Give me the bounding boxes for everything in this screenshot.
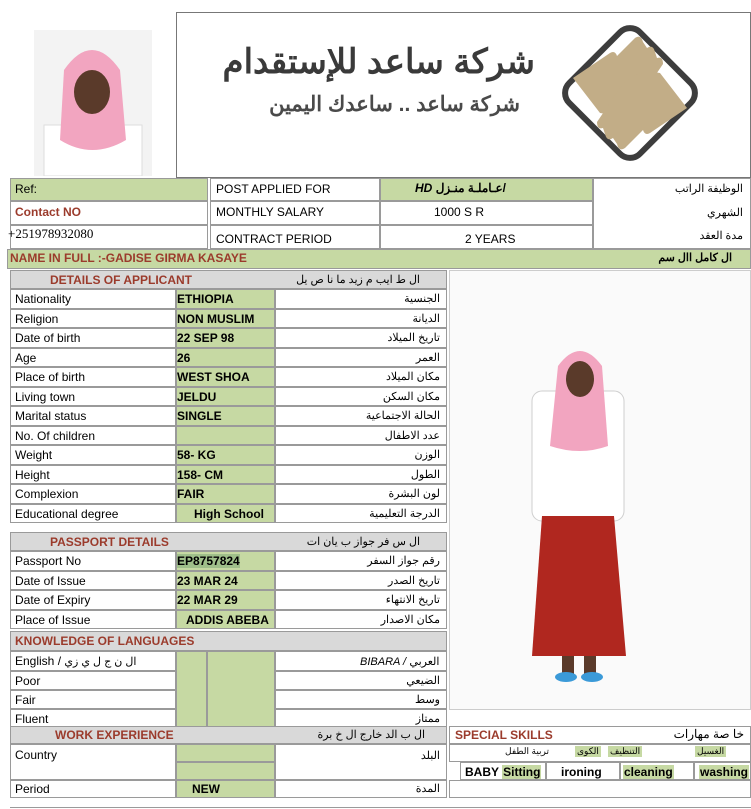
- hands-logo-icon: [555, 18, 705, 168]
- applicant-row-label-ar: مكان السكن: [382, 391, 440, 403]
- ref-label: Ref:: [15, 182, 38, 196]
- applicant-row-value: FAIR: [177, 487, 205, 501]
- applicant-row-value: 26: [177, 351, 191, 365]
- passport-row-value: ADDIS ABEBA: [186, 613, 269, 627]
- applicant-row-value-cell: [176, 426, 275, 445]
- applicant-row-label: Nationality: [15, 292, 72, 306]
- languages-title: KNOWLEDGE OF LANGUAGES: [15, 634, 195, 648]
- passport-row-label-ar: تاريخ الانتهاء: [385, 594, 440, 606]
- applicant-title-ar: ال ط ايب م زيد ما نا ص يل: [296, 274, 420, 286]
- applicant-row-value: 158- CM: [177, 468, 224, 482]
- contact-label: Contact NO: [15, 205, 81, 219]
- applicant-row-label-ar: الطول: [410, 469, 440, 481]
- applicant-row-value: 22 SEP 98: [177, 331, 235, 345]
- lang-row-label: Fair: [15, 693, 36, 707]
- applicant-row-label-ar: تاريخ الميلاد: [387, 332, 440, 344]
- arabic-label: [360, 654, 439, 668]
- applicant-row-label: No. Of children: [15, 429, 96, 443]
- applicant-row-label-ar: الوزن: [414, 449, 440, 461]
- contract-label: CONTRACT PERIOD: [216, 232, 332, 246]
- passport-row-value: 23 MAR 24: [177, 574, 238, 588]
- lang-row-label-ar: وسط: [415, 694, 440, 706]
- english-label-ar: ال ن ج ل ي زي: [64, 656, 137, 668]
- applicant-row-label: Place of birth: [15, 370, 86, 384]
- skill-1: ironing: [561, 765, 602, 779]
- passport-row-value: EP8757824: [177, 554, 240, 568]
- salary-value-cell: [380, 201, 593, 225]
- post-value-ar: عـاملـة منـزل/: [435, 181, 506, 195]
- applicant-row-label: Educational degree: [15, 507, 119, 521]
- company-slogan: شركة ساعد .. ساعدك اليمين: [269, 93, 520, 116]
- passport-row-label: Date of Issue: [15, 574, 86, 588]
- country-value-1: [176, 744, 275, 762]
- applicant-row-label-ar: العمر: [415, 352, 440, 364]
- applicant-row-label-ar: الجنسية: [404, 293, 440, 305]
- salary-value: 1000 S R: [434, 205, 485, 219]
- applicant-row-label: Weight: [15, 448, 53, 462]
- page-bottom-border: [10, 807, 751, 808]
- contract-value: 2 YEARS: [465, 232, 516, 246]
- lang-en-col2: [207, 651, 275, 729]
- full-name: NAME IN FULL :-GADISE GIRMA KASAYE: [10, 251, 247, 265]
- applicant-photo: [34, 30, 152, 176]
- english-label: [15, 654, 136, 668]
- applicant-row-value: SINGLE: [177, 409, 222, 423]
- period-label: Period: [15, 782, 50, 796]
- lang-row-label-ar: الضيعي: [406, 675, 440, 687]
- applicant-row-label-ar: عدد الاطفال: [384, 430, 440, 442]
- applicant-row-label-ar: الديانة: [412, 313, 440, 325]
- work-title-ar: ال ب الد خارج ال خ برة: [317, 729, 425, 741]
- passport-row-label: Passport No: [15, 554, 82, 568]
- applicant-row-label-ar: الدرجة التعليمية: [369, 508, 440, 520]
- skill-ar-2: التنظيف: [610, 746, 641, 756]
- passport-row-label: Date of Expiry: [15, 593, 91, 607]
- applicant-row-value: ETHIOPIA: [177, 292, 234, 306]
- applicant-row-label-ar: مكان الميلاد: [385, 371, 440, 383]
- skill-3: washing: [700, 765, 749, 779]
- country-label: Country: [15, 748, 58, 762]
- post-code: HD: [415, 181, 433, 195]
- skill-2: cleaning: [624, 765, 673, 779]
- phone-number: +251978932080: [8, 226, 94, 241]
- ref-cell: [10, 178, 208, 201]
- contract-label-ar: مدة العقد: [699, 230, 743, 242]
- lang-en-col1: [176, 651, 207, 729]
- applicant-row-value: NON MUSLIM: [177, 312, 255, 326]
- salary-label: MONTHLY SALARY: [216, 205, 325, 219]
- full-name-label-ar: ال كامل اال سم: [658, 252, 732, 264]
- skill-ar-0: تربية الطفل: [505, 746, 550, 756]
- passport-row-label: Place of Issue: [15, 613, 91, 627]
- period-label-ar: المدة: [415, 783, 440, 795]
- applicant-row-value: WEST SHOA: [177, 370, 250, 384]
- arabic-label-ar: العربي: [409, 656, 440, 668]
- applicant-row-value: 58- KG: [177, 448, 216, 462]
- passport-row-label-ar: تاريخ الصدر: [388, 575, 440, 587]
- applicant-row-label: Age: [15, 351, 37, 365]
- post-label: POST APPLIED FOR: [216, 182, 331, 196]
- lang-row-label: Fluent: [15, 712, 49, 726]
- applicant-title: DETAILS OF APPLICANT: [50, 273, 192, 287]
- arabic-label-en: BIBARA /: [360, 656, 407, 668]
- top-right-cell-border: [593, 178, 751, 249]
- applicant-row-value-cell: [176, 348, 275, 367]
- lang-row-label: Poor: [15, 674, 41, 688]
- applicant-row-label: Religion: [15, 312, 59, 326]
- applicant-row-label-ar: لون البشرة: [388, 488, 440, 500]
- applicant-row-label-ar: الحالة الاجتماعية: [365, 410, 440, 422]
- applicant-row-value: JELDU: [177, 390, 217, 404]
- english-label-en: English /: [15, 654, 62, 668]
- period-value: NEW: [192, 782, 220, 796]
- skill-0: BABY Sitting: [465, 765, 541, 779]
- skill-ar-1: الكوى: [577, 746, 599, 756]
- applicant-row-label: Height: [15, 468, 50, 482]
- applicant-row-label: Marital status: [15, 409, 87, 423]
- skills-bottom-row: [449, 780, 751, 798]
- skill-ar-3: الغسيل: [697, 746, 725, 756]
- passport-row-label-ar: مكان الاصدار: [380, 614, 440, 626]
- skills-title-ar: خا صة مهارات: [673, 727, 744, 741]
- lang-row-label-ar: ممتاز: [415, 713, 440, 725]
- passport-row-label-ar: رقم جواز السفر: [367, 555, 440, 567]
- full-body-photo: [449, 270, 751, 710]
- period-value-cell: [176, 780, 275, 798]
- passport-title: PASSPORT DETAILS: [50, 535, 169, 549]
- post-value: [415, 181, 506, 195]
- country-value-2: [176, 762, 275, 780]
- skills-title: SPECIAL SKILLS: [455, 728, 553, 742]
- applicant-row-label: Living town: [15, 390, 76, 404]
- passport-row-value: 22 MAR 29: [177, 593, 238, 607]
- salary-label-ar: الشهري: [707, 207, 743, 219]
- applicant-row-label: Complexion: [15, 487, 79, 501]
- post-label-ar: الوظيفة الراتب: [674, 183, 743, 195]
- applicant-row-value: High School: [194, 507, 264, 521]
- work-title: WORK EXPERIENCE: [55, 728, 174, 742]
- company-name: شركة ساعد للإستقدام: [222, 43, 535, 81]
- applicant-row-label: Date of birth: [15, 331, 81, 345]
- passport-title-ar: ال س فر جواز ب يان ات: [306, 536, 420, 548]
- country-label-ar: البلد: [420, 750, 440, 762]
